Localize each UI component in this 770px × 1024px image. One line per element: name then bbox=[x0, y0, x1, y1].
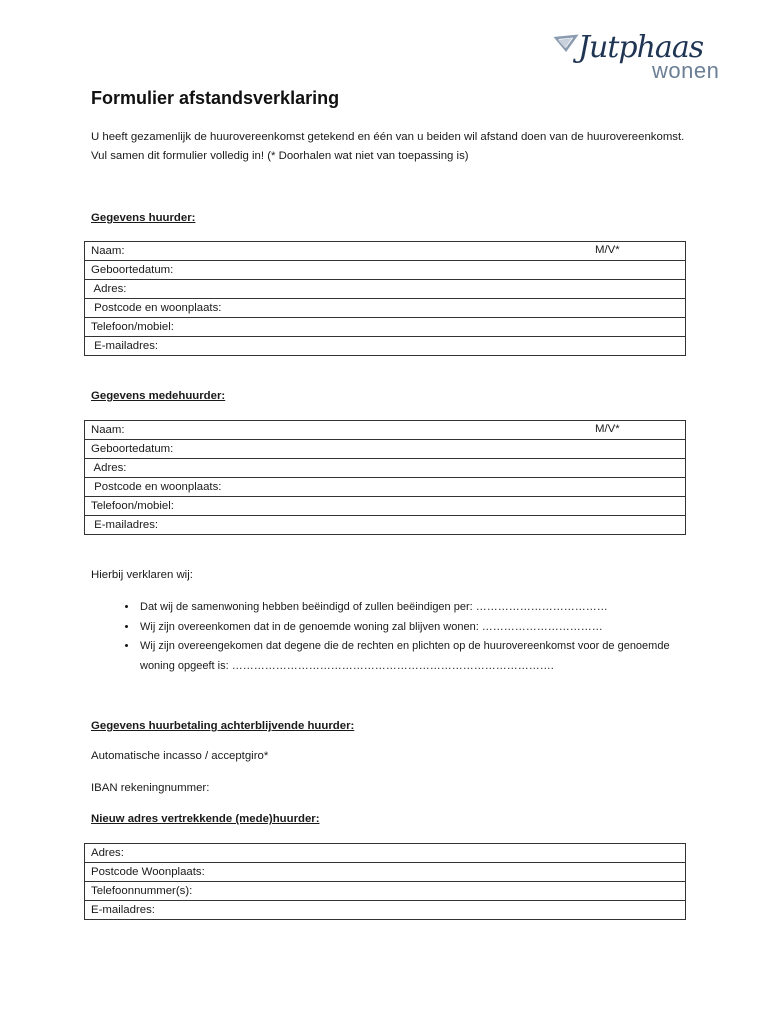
table-row bbox=[85, 299, 686, 318]
nieuw-email-field[interactable]: E-mailadres: bbox=[85, 901, 686, 920]
nieuw-postcode-field[interactable]: Postcode Woonplaats: bbox=[85, 863, 686, 882]
field-label: Naam: bbox=[91, 424, 125, 436]
table-row bbox=[85, 478, 686, 497]
gender-label[interactable]: M/V* bbox=[595, 244, 620, 256]
logo-word: wonen bbox=[652, 58, 720, 83]
huurder-geboortedatum-field[interactable]: Geboortedatum: bbox=[85, 261, 686, 280]
table-row bbox=[85, 440, 686, 459]
medehuurder-telefoon-field[interactable]: Telefoon/mobiel: bbox=[85, 497, 686, 516]
section-huurder-title: Gegevens huurder: bbox=[91, 212, 196, 224]
section-medehuurder-title: Gegevens medehuurder: bbox=[91, 390, 226, 402]
table-row bbox=[85, 261, 686, 280]
huurder-naam-field[interactable] bbox=[85, 242, 686, 261]
table-row bbox=[85, 882, 686, 901]
declaration-list bbox=[110, 598, 698, 676]
medehuurder-adres-field[interactable]: Adres: bbox=[85, 459, 686, 478]
nieuw-adres-table bbox=[84, 843, 686, 920]
table-row bbox=[85, 901, 686, 920]
table-row bbox=[85, 421, 686, 440]
huurder-postcode-field[interactable]: Postcode en woonplaats: bbox=[85, 299, 686, 318]
table-row bbox=[85, 318, 686, 337]
nieuw-telefoon-field[interactable]: Telefoonnummer(s): bbox=[85, 882, 686, 901]
page-title: Formulier afstandsverklaring bbox=[91, 88, 340, 108]
declaration-item: • Wij zijn overeengekomen dat degene die de rechten en plichten op de huurovereenkomst voor de genoemde woning opgeeft is: ……………………………………………………………………………. bbox=[138, 637, 698, 676]
declaration-item: • Wij zijn overeenkomen dat in de genoemde woning zal blijven wonen: …………………………… bbox=[138, 618, 698, 638]
table-row bbox=[85, 459, 686, 478]
medehuurder-naam-field[interactable] bbox=[85, 421, 686, 440]
section-nieuw-adres-title: Nieuw adres vertrekkende (mede)huurder: bbox=[91, 813, 320, 825]
table-row bbox=[85, 337, 686, 356]
table-row bbox=[85, 497, 686, 516]
medehuurder-email-field[interactable]: E-mailadres: bbox=[85, 516, 686, 535]
table-row bbox=[85, 242, 686, 261]
section-betaling-title: Gegevens huurbetaling achterblijvende huurder: bbox=[91, 720, 355, 732]
huurder-table bbox=[84, 241, 686, 356]
nieuw-adres-field[interactable]: Adres: bbox=[85, 844, 686, 863]
medehuurder-postcode-field[interactable]: Postcode en woonplaats: bbox=[85, 478, 686, 497]
table-row bbox=[85, 844, 686, 863]
field-label: Naam: bbox=[91, 245, 125, 257]
gender-label[interactable]: M/V* bbox=[595, 423, 620, 435]
table-row bbox=[85, 863, 686, 882]
table-row bbox=[85, 516, 686, 535]
declaration-lead: Hierbij verklaren wij: bbox=[91, 569, 193, 581]
huurder-adres-field[interactable]: Adres: bbox=[85, 280, 686, 299]
medehuurder-geboortedatum-field[interactable]: Geboortedatum: bbox=[85, 440, 686, 459]
logo-script: Jutphaas bbox=[578, 30, 704, 65]
intro-text: U heeft gezamenlijk de huurovereenkomst getekend en één van u beiden wil afstand doen van de huurovereenkomst. Vul samen dit formulier volledig in! (* Doorhalen wat niet van toepassing is) bbox=[91, 131, 685, 162]
table-row bbox=[85, 280, 686, 299]
declaration-item: • Dat wij de samenwoning hebben beëindigd of zullen beëindigen per: ……………………………… bbox=[138, 598, 698, 618]
iban-label: IBAN rekeningnummer: bbox=[91, 782, 210, 794]
huurder-telefoon-field[interactable]: Telefoon/mobiel: bbox=[85, 318, 686, 337]
incasso-option[interactable]: Automatische incasso / acceptgiro* bbox=[91, 750, 269, 762]
medehuurder-table bbox=[84, 420, 686, 535]
huurder-email-field[interactable]: E-mailadres: bbox=[85, 337, 686, 356]
logo bbox=[552, 28, 734, 90]
